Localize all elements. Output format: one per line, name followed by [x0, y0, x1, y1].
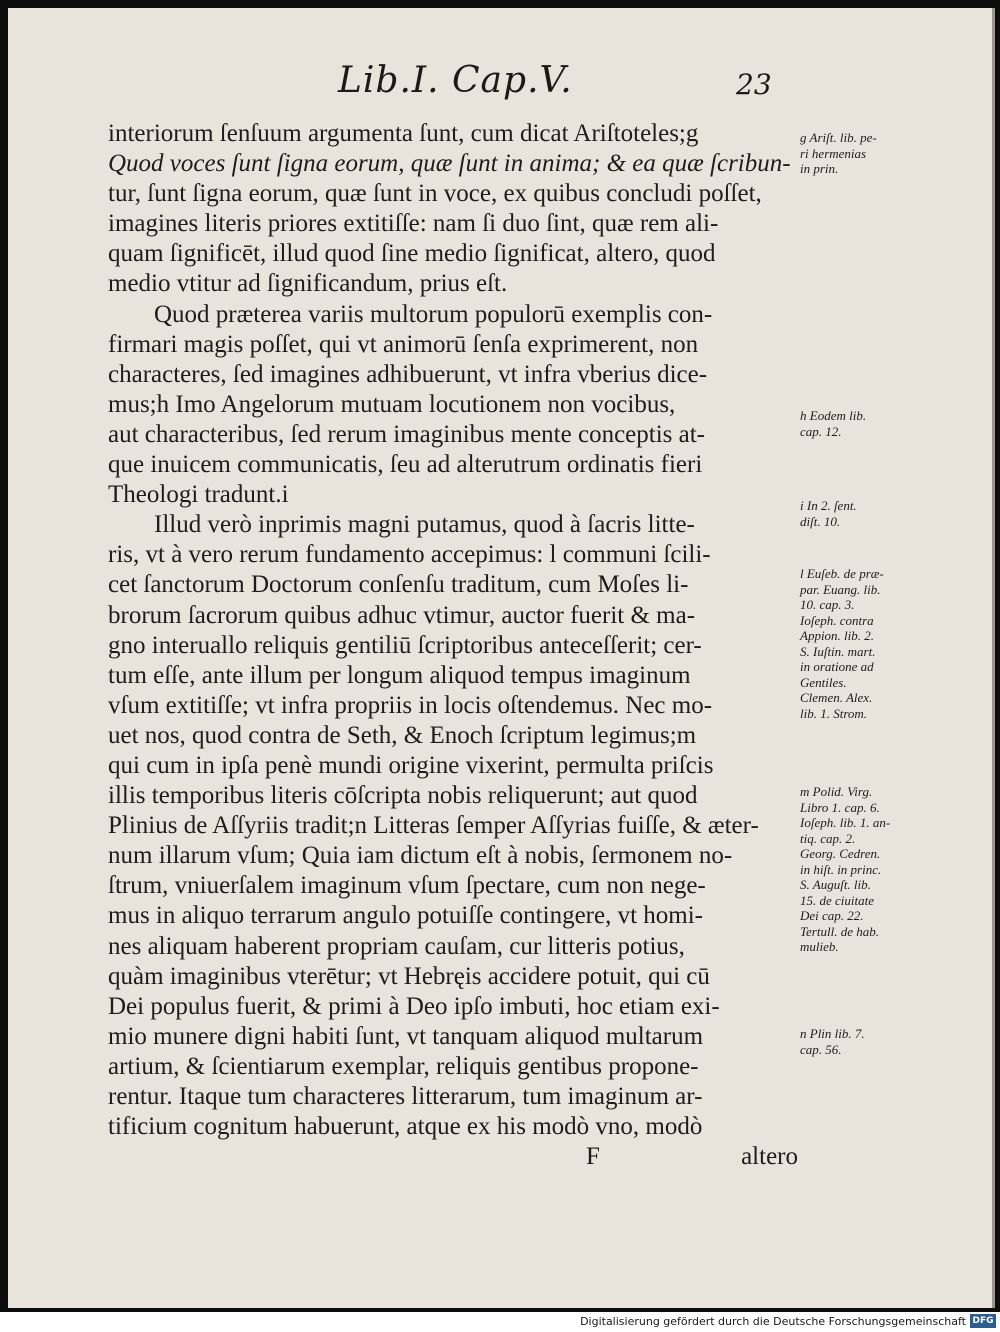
text-line: mus in aliquo terrarum angulo potuiſſe contingere, vt homi- — [108, 902, 704, 930]
funding-credit: Digitalisierung gefördert durch die Deutsche Forschungsgemeinschaft — [580, 1315, 966, 1328]
note-line: diſt. 10. — [800, 513, 841, 529]
text-line: vſum extitiſſe; vt infra propriis in locis oſtendemus. Nec mo- — [108, 691, 713, 719]
marginal-note — [800, 784, 890, 955]
note-line: l Euſeb. de præ- — [800, 566, 884, 581]
catchword: altero — [741, 1143, 798, 1171]
text-line: que inuicem communicatis, ſeu ad alterutrum ordinatis fieri — [108, 451, 703, 479]
text-line: tificium cognitum habuerunt, atque ex his modò vno, modò — [108, 1113, 703, 1141]
running-title: Lib.I. Cap.V. — [338, 60, 573, 101]
page-header — [8, 60, 992, 120]
signature-mark: F — [586, 1143, 600, 1171]
note-line: Gentiles. — [800, 674, 847, 690]
text-line: uet nos, quod contra de Seth, & Enoch ſcriptum legimus;m — [108, 721, 697, 749]
text-line: firmari magis poſſet, qui vt animorū ſenſa exprimerent, non — [108, 330, 699, 358]
note-line: Ioſeph. lib. 1. an- — [800, 815, 891, 830]
note-line: Dei cap. 22. — [800, 908, 864, 923]
footer-bar — [0, 1312, 1000, 1332]
dfg-logo-icon: DFG — [970, 1314, 996, 1328]
note-line: i In 2. ſent. — [800, 498, 857, 513]
text-line: Quod voces ſunt ſigna eorum, quæ ſunt in anima; & ea quæ ſcribun- — [108, 150, 791, 178]
note-line: S. Auguſt. lib. — [800, 877, 871, 892]
note-line: g Ariſt. lib. pe- — [800, 130, 877, 145]
catchword-line — [108, 1142, 798, 1172]
text-line: mus;h Imo Angelorum mutuam locutionem non vocibus, — [108, 390, 676, 418]
note-line: m Polid. Virg. — [800, 784, 873, 799]
text-line: rentur. Itaque tum characteres litterarum, tum imaginum ar- — [108, 1083, 703, 1110]
text-line: medio vtitur ad ſignificandum, prius eſt. — [108, 270, 508, 298]
note-line: h Eodem lib. — [800, 408, 867, 423]
marginal-note — [800, 130, 877, 177]
book-page — [8, 8, 995, 1308]
text-line: ſtrum, vniuerſalem imaginum vſum ſpectare, cum non nege- — [108, 872, 706, 900]
text-line: qui cum in ipſa penè mundi origine vixerint, permulta priſcis — [108, 751, 714, 779]
text-line: Dei populus fuerit, & primi à Deo ipſo imbuti, hoc etiam exi- — [108, 992, 720, 1020]
note-line: Appion. lib. 2. — [800, 628, 875, 643]
note-line: tiq. cap. 2. — [800, 830, 856, 846]
text-line: nes aliquam haberent propriam cauſam, cur litteris potius, — [108, 932, 685, 960]
text-line: Quod præterea variis multorum populorū exemplis con- — [154, 300, 713, 328]
note-line: cap. 12. — [800, 423, 842, 439]
marginal-note — [800, 1026, 865, 1057]
text-line: tum eſſe, ante illum per longum aliquod tempus imaginum — [108, 661, 691, 689]
body-text — [108, 119, 798, 1172]
text-line: Plinius de Aſſyriis tradit;n Litteras ſemper Aſſyrias fuiſſe, & æter- — [108, 812, 759, 840]
text-line: brorum ſacrorum quibus adhuc vtimur, auctor fuerit & ma- — [108, 601, 696, 629]
note-line: cap. 56. — [800, 1041, 842, 1057]
text-line: illis temporibus literis cōſcripta nobis reliquerunt; aut quod — [108, 782, 698, 810]
text-line: gno interuallo reliquis gentiliū ſcriptoribus anteceſſerit; cer- — [108, 631, 702, 659]
note-line: Tertull. de hab. — [800, 923, 879, 939]
text-line: ris, vt à vero rerum fundamento accepimus: l communi ſcili- — [108, 541, 711, 569]
text-line: quàm imaginibus vterētur; vt Hebręis accidere potuit, qui cū — [108, 962, 710, 990]
note-line: 10. cap. 3. — [800, 597, 855, 612]
text-line: quam ſignificēt, illud quod ſine medio ſignificat, altero, quod — [108, 240, 716, 268]
text-line: imagines literis priores extitiſſe: nam ſi duo ſint, quæ rem ali- — [108, 210, 719, 238]
text-line: mio munere digni habiti ſunt, vt tanquam aliquod multarum — [108, 1022, 704, 1050]
text-line: interiorum ſenſuum argumenta ſunt, cum dicat Ariſtoteles;g — [108, 120, 699, 147]
marginal-note — [800, 498, 857, 529]
marginal-note — [800, 408, 866, 439]
note-line: lib. 1. Strom. — [800, 705, 868, 721]
text-line: aut characteribus, ſed rerum imaginibus mente conceptis at- — [108, 420, 705, 448]
text-line: cet ſanctorum Doctorum conſenſu traditum, cum Moſes li- — [108, 571, 689, 599]
note-line: Ioſeph. contra — [800, 612, 874, 628]
note-line: Clemen. Alex. — [800, 690, 873, 705]
text-line: artium, & ſcientiarum exemplar, reliquis gentibus propone- — [108, 1052, 699, 1080]
text-line: num illarum vſum; Quia iam dictum eſt à nobis, ſermonem no- — [108, 842, 733, 870]
note-line: in prin. — [800, 161, 839, 176]
note-line: ri hermenias — [800, 145, 867, 161]
text-line: Illud verò inprimis magni putamus, quod à ſacris litte- — [154, 511, 695, 539]
note-line: Georg. Cedren. — [800, 846, 881, 861]
note-line: mulieb. — [800, 939, 839, 954]
text-line: Theologi tradunt.i — [108, 481, 289, 509]
note-line: in oratione ad — [800, 659, 874, 674]
text-line: tur, ſunt ſigna eorum, quæ ſunt in voce, ex quibus concludi poſſet, — [108, 180, 762, 208]
note-line: in hiſt. in princ. — [800, 861, 882, 877]
note-line: S. Iuſtin. mart. — [800, 643, 876, 659]
note-line: 15. de ciuitate — [800, 892, 875, 908]
note-line: n Plin lib. 7. — [800, 1026, 865, 1041]
page-number: 23 — [736, 68, 772, 101]
text-line: characteres, ſed imagines adhibuerunt, vt infra vberius dice- — [108, 360, 708, 388]
note-line: par. Euang. lib. — [800, 581, 881, 597]
note-line: Libro 1. cap. 6. — [800, 799, 880, 815]
marginal-note — [800, 566, 884, 721]
